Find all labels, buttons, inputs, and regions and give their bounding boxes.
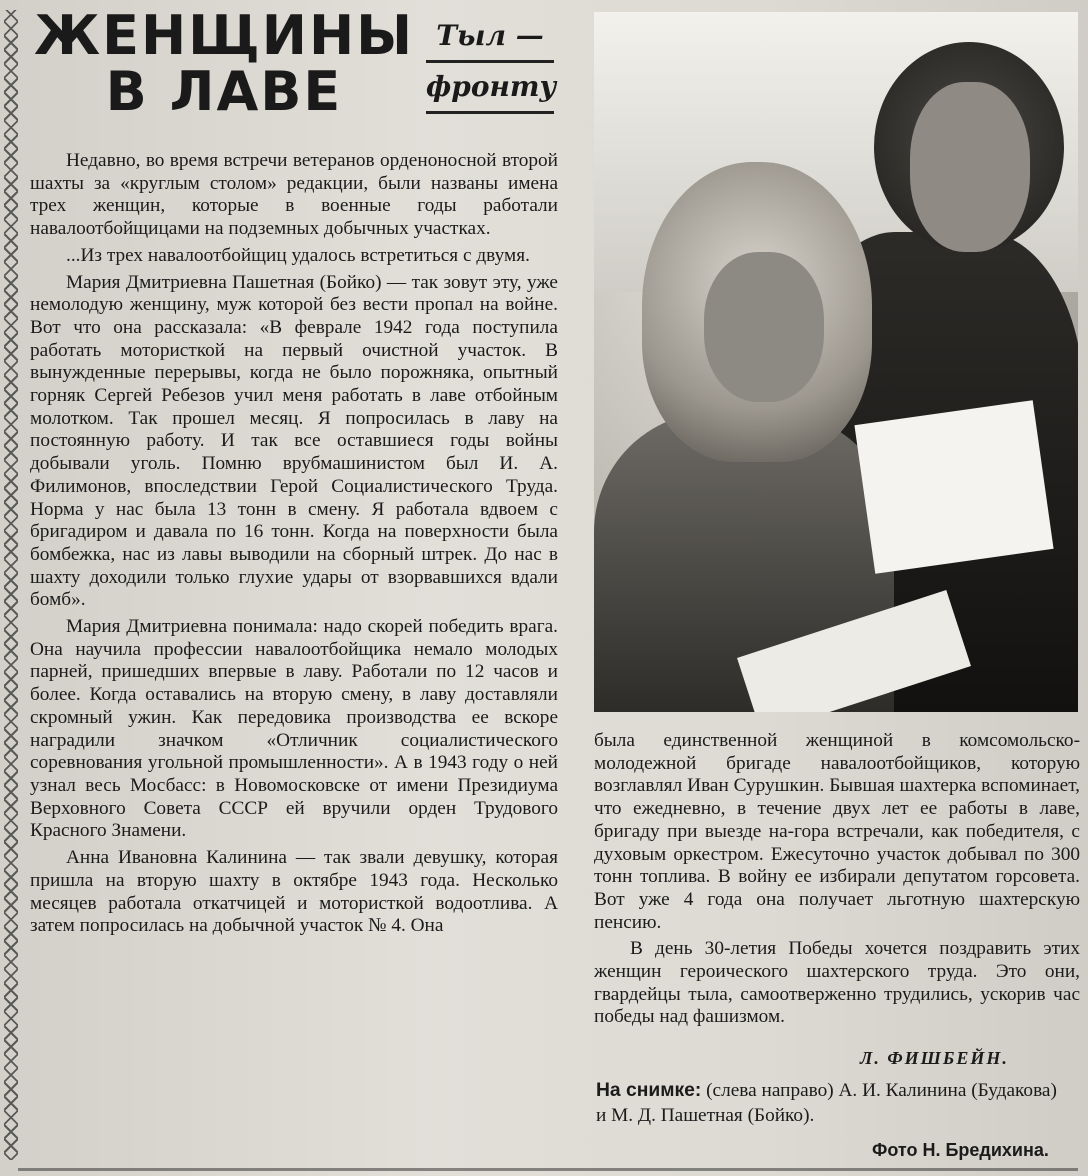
paragraph: была единственной женщиной в комсомольско-молодежной бригаде навалоотбойщиков, которую возглавлял Иван Сурушкин. Бывшая шахтерка вспоминает, что ежедневно, в течение двух лет ее работы в лаве, бригаду при выезде на-гора встречали, как победителя, с духовым оркестром. Ежесуточно участок добывал по 300 тонн топлива. В войну ее избирали депутатом горсовета. Вот уже 4 года она получает льготную шахтерскую пенсию.: [594, 730, 1080, 933]
paragraph: Анна Ивановна Калинина — так звали девушку, которая пришла на вторую шахту в октябре 1943 года. Несколько месяцев работала откатчицей и мотористкой водоотлива. А затем попросилась на добычной участок № 4. Она: [30, 847, 558, 937]
caption-label: На снимке:: [596, 1080, 702, 1101]
divider: [18, 1168, 1078, 1171]
paragraph: ...Из трех навалоотбойщиц удалось встретиться с двумя.: [66, 244, 530, 266]
photograph: [594, 12, 1078, 712]
photo-credit: Фото Н. Бредихина.: [872, 1140, 1049, 1160]
photo-caption: [596, 1078, 1066, 1128]
rubric: [420, 12, 560, 114]
decorative-border: [4, 10, 18, 1160]
paragraph: Мария Дмитриевна понимала: надо скорей победить врага. Она научила профессии навалоотбойщика немало молодых парней, пришедших впервые в лаву. Работали по 12 часов и более. Когда оставались на вторую смену, в лаву доставляли скромный ужин. Как передовика производства ее вскоре наградили значком «Отличник социалистического соревнования угольной промышленности». А в 1943 году о ней узнал весь Мосбасс: в Новомосковске от имени Президиума Верховного Совета СССР ей вручили орден Трудового Красного Знамени.: [30, 616, 558, 842]
rubric-line-1: Тыл —: [426, 12, 554, 63]
author-signature: Л. ФИШБЕЙН.: [860, 1048, 1009, 1068]
paragraph: Недавно, во время встречи ветеранов орденоносной второй шахты за «круглым столом» редакции, были названы имена трех женщин, которые в военные годы работали навалоотбойщицами на подземных добычных участках.: [30, 150, 558, 240]
rubric-line-2: фронту: [426, 63, 554, 114]
headline-line-1: ЖЕНЩИНЫ: [34, 4, 415, 67]
paragraph: В день 30-летия Победы хочется поздравить этих женщин героического шахтерского труда. Это они, гвардейцы тыла, самоотверженно трудились, ускорив час победы над фашизмом.: [594, 938, 1080, 1028]
left-column: [30, 150, 558, 1170]
paragraph: Мария Дмитриевна Пашетная (Бойко) — так зовут эту, уже немолодую женщину, муж которой без вести пропал на войне. Вот что она рассказала: «В феврале 1942 года поступила работать мотористкой на первый очистной участок. В вынужденные перерывы, когда не было порожняка, опытный горняк Сергей Ребезов учил меня работать в лаве отбойным молотком. Так прошел месяц. Я попросилась в лаву на постоянную работу. И так все оставшиеся годы войны добывали уголь. Помню врубмашинистом был И. А. Филимонов, впоследствии Герой Социалистического Труда. Норма у нас была 13 тонн в смену. Я работала вдвоем с бригадиром и давала по 16 тонн. Когда на поверхности была бомбежка, нас из лавы выводили на сборный штрек. До нас в шахту доходили только глухие удары от взорвавшихся вдали бомб».: [30, 271, 558, 611]
headline-line-2: В ЛАВЕ: [105, 60, 343, 123]
right-column: [594, 730, 1080, 1075]
headline: [34, 4, 415, 123]
caption-text: (слева направо) А. И. Калинина (Будакова) и М. Д. Пашетная (Бойко).: [596, 1080, 1057, 1126]
